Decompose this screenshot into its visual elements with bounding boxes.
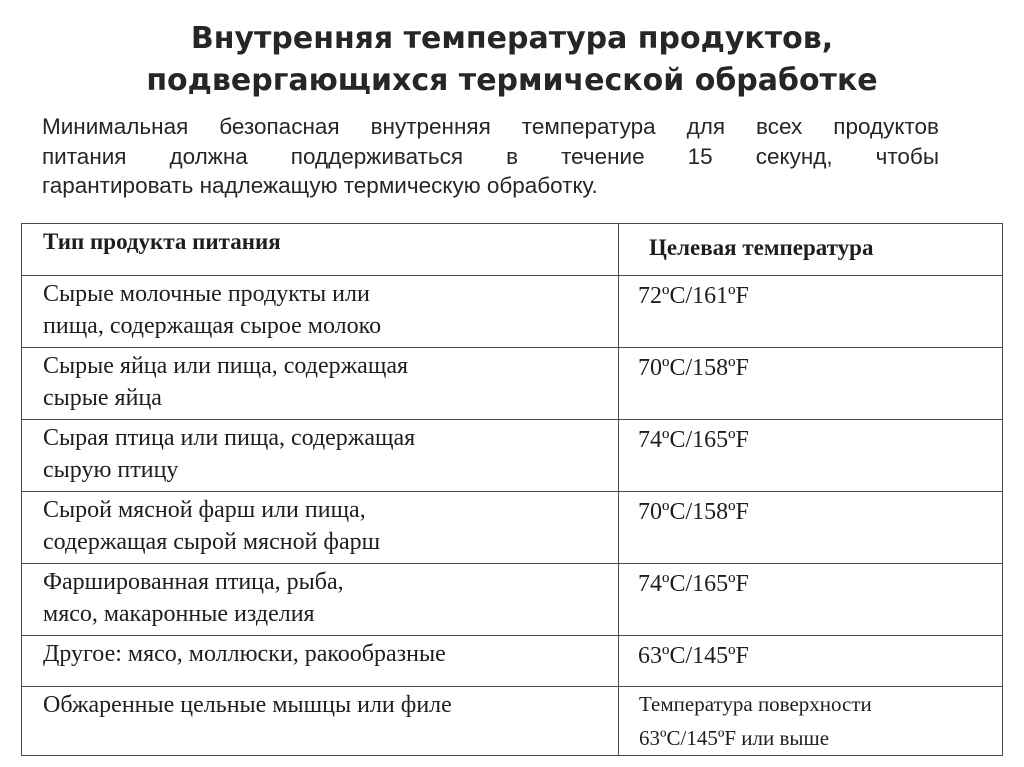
food-type-cell (22, 564, 619, 636)
table-row (22, 636, 1003, 687)
table-row (22, 276, 1003, 348)
target-temperature-cell: 63ºC/145ºF (619, 636, 1003, 687)
food-type-line: Другое: мясо, моллюски, ракообразные (43, 641, 446, 667)
food-type-cell (22, 492, 619, 564)
slide-title-line-2: подвергающихся термической обработке (146, 63, 878, 98)
target-temperature-cell: 70ºC/158ºF (619, 348, 1003, 420)
food-type-cell (22, 687, 619, 756)
food-type-line: сырые яйца (43, 385, 162, 411)
target-temperature-cell: 74ºC/165ºF (619, 420, 1003, 492)
food-type-cell (22, 420, 619, 492)
intro-paragraph (42, 112, 939, 201)
target-temperature-cell: 70ºC/158ºF (619, 492, 1003, 564)
food-type-line: Фаршированная птица, рыба, (43, 569, 344, 595)
column-header-target-temperature: Целевая температура (619, 224, 1003, 276)
food-type-line: Сырые молочные продукты или (43, 281, 370, 307)
target-temperature-cell (619, 687, 1003, 756)
table-row (22, 492, 1003, 564)
food-type-line: Обжаренные цельные мышцы или филе (43, 692, 452, 718)
table-row (22, 348, 1003, 420)
target-temperature-cell: 74ºC/165ºF (619, 564, 1003, 636)
food-type-line: Сырые яйца или пища, содержащая (43, 353, 409, 379)
food-type-cell (22, 276, 619, 348)
intro-line-3: гарантировать надлежащую термическую обработку. (42, 173, 598, 198)
food-type-line: Сырая птица или пища, содержащая (43, 425, 416, 451)
food-type-line: мясо, макаронные изделия (43, 601, 315, 627)
target-temperature-line: 63ºC/145ºF или выше (639, 726, 830, 750)
food-type-line: содержащая сырой мясной фарш (43, 529, 381, 555)
slide-title-line-1: Внутренняя температура продуктов, (190, 21, 834, 56)
temperature-table (21, 223, 1003, 756)
table-row (22, 420, 1003, 492)
target-temperature-line: Температура поверхности (639, 692, 872, 716)
food-type-line: сырую птицу (43, 457, 179, 483)
table-row (22, 687, 1003, 756)
intro-line-2: питания должна поддерживаться в течение 15 секунд, чтобы (42, 143, 939, 169)
food-type-line: Сырой мясной фарш или пища, (43, 497, 366, 523)
food-type-cell (22, 348, 619, 420)
table-header-row (22, 224, 1003, 276)
slide-title (60, 18, 964, 102)
target-temperature-cell: 72ºC/161ºF (619, 276, 1003, 348)
food-type-cell (22, 636, 619, 687)
intro-line-1: Минимальная безопасная внутренняя температура для всех продуктов (42, 114, 939, 139)
food-type-line: пища, содержащая сырое молоко (43, 313, 382, 339)
column-header-food-type: Тип продукта питания (22, 224, 619, 276)
table-row (22, 564, 1003, 636)
